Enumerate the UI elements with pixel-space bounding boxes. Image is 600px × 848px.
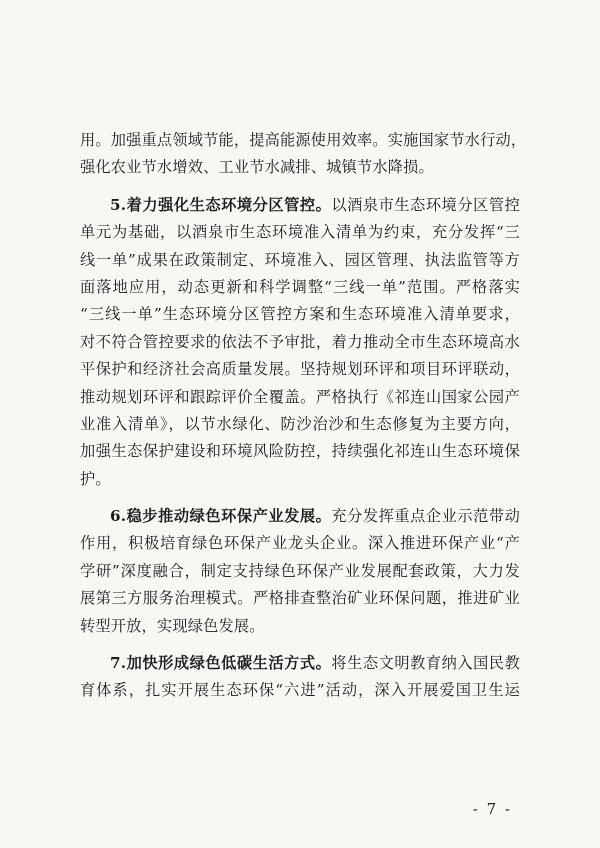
section-5-first-line (80, 192, 520, 219)
paragraph-line: 护。 (80, 469, 111, 488)
paragraph-line: 单元为基础，以酒泉市生态环境准入清单为约束，充分发挥“三 (80, 223, 520, 242)
paragraph-line: 学研”深度融合，制定支持绿色环保产业发展配套政策，大力发 (80, 561, 520, 580)
paragraph-line: 强化农业节水增效、工业节水减排、城镇节水降损。 (80, 158, 434, 177)
paragraph-gap (80, 493, 520, 503)
section-7-text: 将生态文明教育纳入国民教 (331, 654, 520, 673)
section-6-first-line (80, 503, 520, 530)
section-6 (80, 503, 520, 640)
paragraph-line: “三线一单”生态环境分区管控方案和生态环境准入清单要求， (80, 305, 520, 324)
paragraph-line: 转型开放，实现绿色发展。 (80, 616, 265, 635)
section-7-heading: 7.加快形成绿色低碳生活方式。 (110, 654, 332, 673)
paragraph-gap (80, 182, 520, 192)
section-5-heading: 5.着力强化生态环境分区管控。 (110, 195, 332, 214)
paragraph-line: 作用，积极培育绿色环保产业龙头企业。深入推进环保产业“产 (80, 534, 520, 553)
paragraph-line: 育体系，扎实开展生态环保“六进”活动，深入开展爱国卫生运 (80, 681, 520, 700)
document-body (80, 127, 527, 705)
section-7 (80, 650, 520, 705)
section-6-heading: 6.稳步推动绿色环保产业发展。 (110, 507, 332, 526)
paragraph-line: 加强生态保护建设和环境风险防控，持续强化祁连山生态环境保 (80, 442, 520, 461)
section-7-first-line (80, 650, 520, 677)
paragraph-line: 推动规划环评和跟踪评价全覆盖。严格执行《祁连山国家公园产 (80, 387, 520, 406)
paragraph-line: 展第三方服务治理模式。严格排查整治矿业环保问题，推进矿业 (80, 589, 520, 608)
paragraph-line: 对不符合管控要求的依法不予审批，着力推动全市生态环境高水 (80, 332, 520, 351)
paragraph-gap (80, 640, 520, 650)
paragraph-line: 业准入清单》，以节水绿化、防沙治沙和生态修复为主要方向， (80, 414, 520, 433)
paragraph-line: 用。加强重点领域节能，提高能源使用效率。实施国家节水行动， (80, 131, 527, 149)
page-number: - 7 - (472, 800, 512, 818)
paragraph-line: 线一单”成果在政策制定、环境准入、园区管理、执法监管等方 (80, 250, 520, 269)
paragraph-line: 平保护和经济社会高质量发展。坚持规划环评和项目环评联动， (80, 360, 520, 379)
section-5 (80, 192, 520, 493)
section-5-text: 以酒泉市生态环境分区管控 (331, 195, 520, 214)
section-6-text: 充分发挥重点企业示范带动 (331, 507, 520, 526)
paragraph-line: 面落地应用，动态更新和科学调整“三线一单”范围。严格落实 (80, 277, 520, 296)
